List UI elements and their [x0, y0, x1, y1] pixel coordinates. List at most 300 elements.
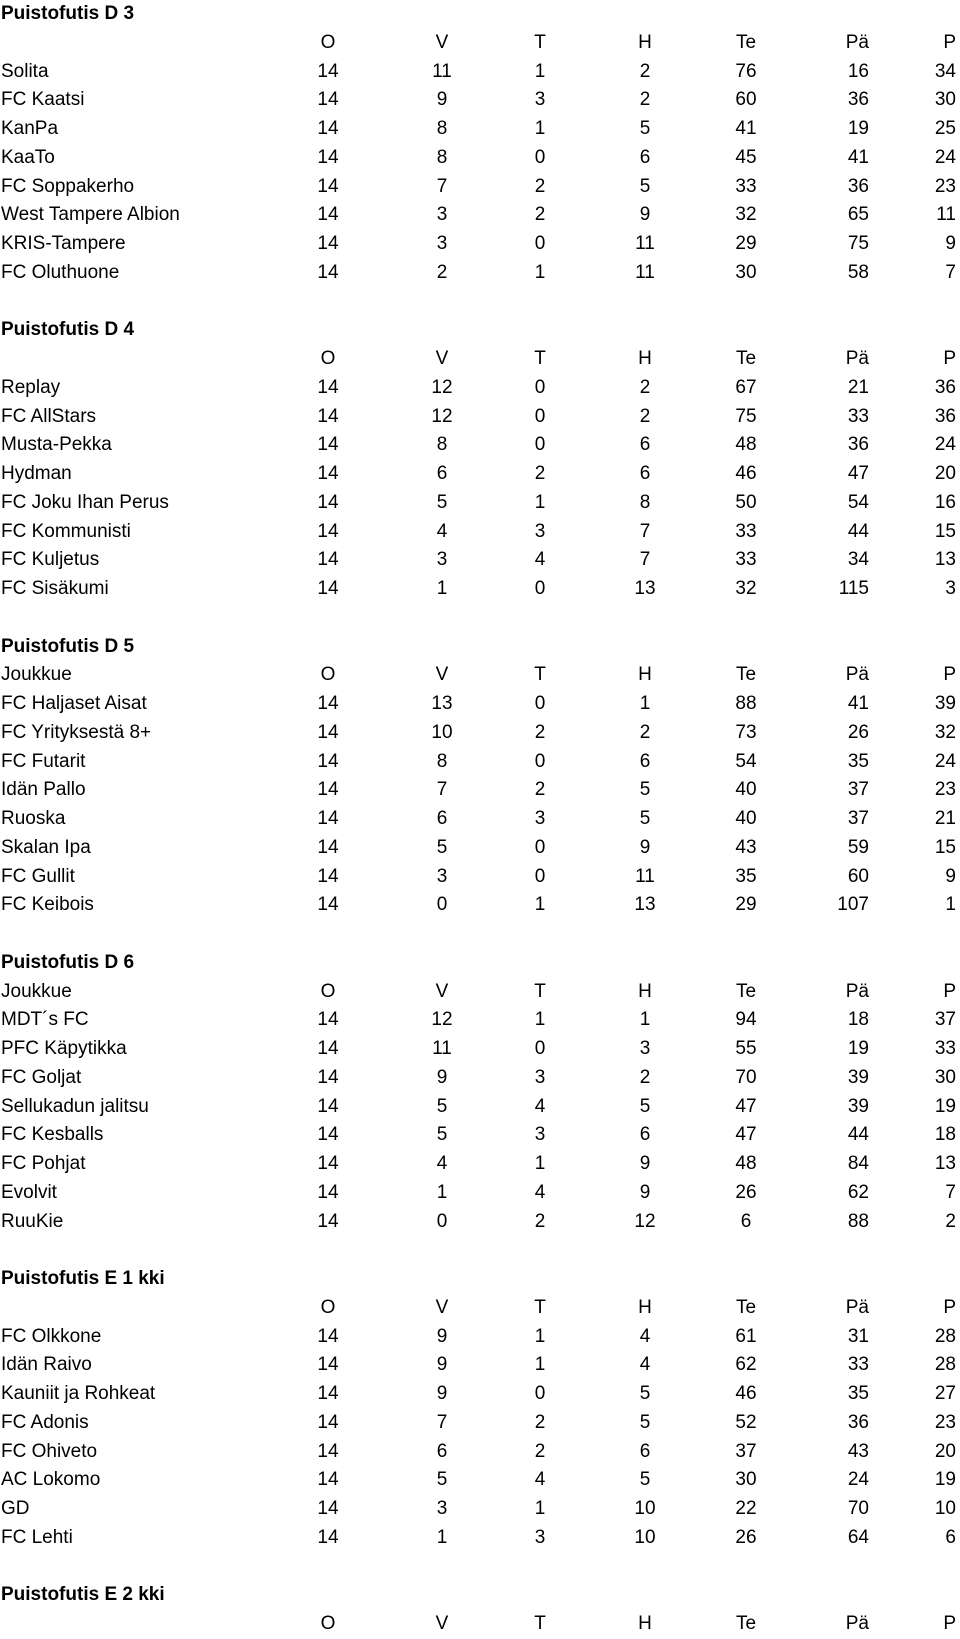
stat-te: 70 [735, 1066, 757, 1088]
stat-pa: 107 [837, 894, 869, 916]
stat-h: 5 [639, 118, 651, 139]
stat-h: 5 [639, 1383, 651, 1404]
stat-t: 3 [534, 89, 546, 111]
stat-t: 3 [534, 1124, 546, 1146]
stat-te: 88 [735, 693, 757, 714]
table-row [0, 1121, 960, 1150]
stat-te: 62 [735, 1354, 757, 1376]
stat-o: 14 [317, 376, 339, 398]
stat-p: 37 [934, 1009, 956, 1031]
stat-v: 3 [436, 549, 448, 571]
stat-pa: 36 [847, 175, 869, 197]
column-header-o: O [320, 348, 336, 369]
table-row [0, 690, 960, 719]
column-header-t: T [534, 664, 546, 686]
stat-v: 5 [436, 1469, 448, 1491]
league-table [0, 316, 960, 632]
stat-o: 14 [317, 549, 339, 571]
column-header-row [0, 978, 960, 1007]
stat-pa: 75 [847, 233, 869, 254]
league-title: Puistofutis D 6 [1, 951, 135, 973]
stat-p: 28 [934, 1325, 956, 1347]
stat-te: 50 [735, 491, 757, 513]
stat-te: 33 [735, 549, 757, 571]
column-header-h: H [638, 980, 652, 1002]
stat-p: 13 [934, 549, 956, 571]
stat-t: 2 [534, 1411, 546, 1433]
team-name: Ruoska [1, 808, 66, 829]
stat-o: 14 [317, 1009, 339, 1031]
team-name: Evolvit [1, 1181, 57, 1203]
column-header-te: Te [735, 980, 757, 1002]
stat-o: 14 [317, 434, 339, 456]
stat-te: 33 [735, 175, 757, 197]
stat-t: 2 [534, 175, 546, 197]
column-header-o: O [320, 664, 336, 686]
stat-pa: 60 [847, 865, 869, 887]
stat-t: 0 [534, 865, 546, 887]
stat-t: 1 [534, 894, 546, 916]
stat-t: 0 [534, 836, 546, 858]
table-row [0, 748, 960, 777]
stat-pa: 35 [847, 750, 869, 772]
table-row [0, 1495, 960, 1524]
table-row [0, 891, 960, 920]
column-header-pa: Pä [845, 664, 869, 686]
team-name: KaaTo [1, 146, 55, 168]
team-name: FC Pohjat [1, 1153, 86, 1174]
stat-pa: 33 [847, 1354, 869, 1376]
column-header-h: H [638, 348, 652, 369]
column-header-t: T [534, 1296, 546, 1318]
table-row [0, 431, 960, 460]
stat-h: 11 [635, 865, 655, 887]
stat-p: 13 [934, 1153, 956, 1174]
team-name: Solita [1, 60, 49, 82]
stat-p: 19 [934, 1469, 956, 1491]
stat-p: 1 [945, 894, 956, 916]
table-row [0, 1179, 960, 1208]
stat-pa: 16 [847, 60, 869, 82]
team-name: FC Soppakerho [1, 175, 135, 197]
stat-h: 2 [639, 376, 651, 398]
stat-te: 48 [735, 434, 757, 456]
stat-te: 94 [735, 1009, 757, 1031]
stat-v: 4 [436, 520, 448, 542]
stat-t: 4 [534, 1469, 546, 1491]
league-table [0, 1265, 960, 1581]
stat-p: 15 [934, 836, 956, 858]
column-header-pa: Pä [845, 1296, 869, 1318]
stat-v: 5 [436, 1095, 448, 1117]
stat-o: 14 [317, 865, 339, 887]
stat-p: 18 [934, 1124, 956, 1146]
stat-p: 9 [945, 865, 956, 887]
table-row [0, 1409, 960, 1438]
stat-o: 14 [317, 1181, 339, 1203]
stat-h: 10 [634, 1498, 656, 1519]
stat-pa: 39 [847, 1066, 869, 1088]
column-header-t: T [534, 348, 546, 369]
stat-p: 20 [934, 463, 956, 484]
column-header-p: P [943, 1296, 956, 1318]
league-title: Puistofutis E 2 kki [1, 1584, 165, 1606]
stat-p: 23 [934, 175, 956, 197]
stat-pa: 43 [847, 1440, 869, 1462]
table-row [0, 1524, 960, 1553]
stat-v: 4 [436, 1153, 448, 1174]
stat-t: 4 [534, 549, 546, 571]
column-header-te: Te [735, 664, 757, 686]
stat-pa: 59 [847, 836, 869, 858]
stat-p: 19 [934, 1095, 956, 1117]
team-name: FC Yrityksestä 8+ [1, 721, 152, 743]
stat-te: 6 [740, 1210, 752, 1232]
stat-t: 3 [534, 808, 546, 829]
table-row [0, 1064, 960, 1093]
column-header-p: P [943, 1613, 956, 1634]
column-header-v: V [435, 348, 449, 369]
column-header-h: H [638, 664, 652, 686]
stat-o: 14 [317, 60, 339, 82]
stat-te: 46 [735, 1383, 757, 1404]
stat-o: 14 [317, 233, 339, 254]
team-name: Idän Raivo [1, 1354, 92, 1376]
stat-te: 29 [735, 894, 757, 916]
stat-t: 0 [534, 405, 546, 427]
column-header-row [0, 345, 960, 374]
stat-te: 48 [735, 1153, 757, 1174]
stat-v: 8 [436, 146, 448, 168]
stat-o: 14 [317, 1325, 339, 1347]
column-header-p: P [943, 348, 956, 369]
table-row [0, 58, 960, 87]
column-header-v: V [435, 980, 449, 1002]
stat-p: 2 [945, 1210, 956, 1232]
column-header-o: O [320, 1613, 336, 1634]
column-header-o: O [320, 1296, 336, 1318]
column-header-row [0, 1610, 960, 1639]
stat-te: 61 [735, 1325, 757, 1347]
column-header-pa: Pä [845, 980, 869, 1002]
stat-o: 14 [317, 1526, 339, 1548]
stat-pa: 31 [847, 1325, 869, 1347]
stat-pa: 84 [847, 1153, 869, 1174]
team-name: KRIS-Tampere [1, 233, 126, 254]
stat-p: 36 [934, 376, 956, 398]
column-header-te: Te [735, 1613, 757, 1634]
stat-pa: 70 [847, 1498, 869, 1519]
stat-te: 26 [735, 1526, 757, 1548]
stat-pa: 47 [847, 463, 869, 484]
team-column-header: Joukkue [1, 980, 72, 1002]
team-name: PFC Käpytikka [1, 1038, 127, 1059]
stat-o: 14 [317, 1440, 339, 1462]
stat-h: 9 [639, 836, 651, 858]
stat-t: 1 [534, 1153, 546, 1174]
stat-p: 9 [945, 233, 956, 254]
stat-te: 76 [735, 60, 757, 82]
stat-p: 30 [934, 89, 956, 111]
team-name: Idän Pallo [1, 779, 86, 801]
league-title: Puistofutis E 1 kki [1, 1268, 165, 1289]
stat-v: 3 [436, 233, 448, 254]
team-name: Musta-Pekka [1, 434, 112, 456]
table-row [0, 489, 960, 518]
stat-t: 3 [534, 1526, 546, 1548]
team-name: GD [1, 1498, 30, 1519]
table-row [0, 834, 960, 863]
section-spacer [0, 1553, 960, 1582]
team-name: Skalan Ipa [1, 836, 91, 858]
stat-h: 4 [639, 1354, 651, 1376]
stat-t: 1 [534, 1498, 546, 1519]
stat-pa: 44 [847, 1124, 869, 1146]
stat-p: 33 [934, 1038, 956, 1059]
stat-o: 14 [317, 1411, 339, 1433]
stat-te: 26 [735, 1181, 757, 1203]
table-row [0, 1323, 960, 1352]
league-table [0, 949, 960, 1265]
table-row [0, 403, 960, 432]
stat-p: 30 [934, 1066, 956, 1088]
stat-te: 30 [735, 1469, 757, 1491]
stat-te: 30 [735, 261, 757, 283]
column-header-v: V [435, 1613, 449, 1634]
stat-h: 9 [639, 1153, 651, 1174]
column-header-t: T [534, 1613, 546, 1634]
table-row [0, 575, 960, 604]
stat-t: 1 [534, 1325, 546, 1347]
stat-o: 14 [317, 1038, 339, 1059]
stat-h: 5 [639, 1469, 651, 1491]
stat-o: 14 [317, 1153, 339, 1174]
table-row [0, 1093, 960, 1122]
stat-v: 0 [436, 1210, 448, 1232]
stat-t: 2 [534, 1440, 546, 1462]
stat-v: 5 [436, 1124, 448, 1146]
stat-t: 0 [534, 1038, 546, 1059]
stat-o: 14 [317, 1469, 339, 1491]
table-row [0, 115, 960, 144]
stat-p: 23 [934, 1411, 956, 1433]
stat-t: 0 [534, 233, 546, 254]
stat-h: 10 [634, 1526, 656, 1548]
stat-o: 14 [317, 1066, 339, 1088]
stat-p: 21 [934, 808, 956, 829]
stat-h: 5 [639, 1095, 651, 1117]
column-header-o: O [320, 31, 336, 53]
stat-o: 14 [317, 118, 339, 139]
stat-o: 14 [317, 1095, 339, 1117]
league-table [0, 1581, 960, 1639]
stat-t: 0 [534, 578, 546, 599]
stat-te: 75 [735, 405, 757, 427]
stat-o: 14 [317, 894, 339, 916]
stat-p: 23 [934, 779, 956, 801]
stat-v: 1 [436, 578, 448, 599]
stat-te: 40 [735, 808, 757, 829]
column-header-row [0, 29, 960, 58]
team-name: FC Kuljetus [1, 549, 100, 571]
stat-p: 27 [934, 1383, 956, 1404]
stat-t: 0 [534, 434, 546, 456]
stat-v: 3 [436, 204, 448, 226]
stat-v: 9 [436, 1325, 448, 1347]
stat-p: 25 [934, 118, 956, 139]
stat-v: 8 [436, 118, 448, 139]
stat-pa: 18 [847, 1009, 869, 1031]
stat-te: 40 [735, 779, 757, 801]
stat-h: 6 [639, 750, 651, 772]
stat-t: 0 [534, 146, 546, 168]
stat-v: 12 [431, 1009, 453, 1031]
stat-h: 9 [639, 204, 651, 226]
stat-te: 41 [735, 118, 757, 139]
stat-t: 0 [534, 1383, 546, 1404]
stat-pa: 62 [847, 1181, 869, 1203]
section-spacer [0, 288, 960, 317]
team-name: FC Joku Ihan Perus [1, 491, 169, 513]
stat-te: 73 [735, 721, 757, 743]
stat-pa: 36 [847, 1411, 869, 1433]
stat-h: 2 [639, 1066, 651, 1088]
stat-v: 3 [436, 865, 448, 887]
table-row [0, 86, 960, 115]
stat-t: 0 [534, 376, 546, 398]
stat-p: 39 [934, 693, 956, 714]
stat-p: 3 [945, 578, 956, 599]
stat-o: 14 [317, 1383, 339, 1404]
team-name: FC Futarit [1, 750, 86, 772]
stat-te: 46 [735, 463, 757, 484]
stat-t: 2 [534, 721, 546, 743]
league-table [0, 0, 960, 316]
column-header-te: Te [735, 348, 757, 369]
stat-pa: 65 [847, 204, 869, 226]
column-header-t: T [534, 31, 546, 53]
stat-pa: 115 [838, 578, 869, 599]
stat-h: 2 [639, 89, 651, 111]
team-name: Kauniit ja Rohkeat [1, 1383, 156, 1404]
column-header-h: H [638, 31, 652, 53]
team-name: MDT´s FC [1, 1009, 89, 1031]
stat-v: 5 [436, 836, 448, 858]
team-name: FC Adonis [1, 1411, 89, 1433]
table-row [0, 144, 960, 173]
section-spacer [0, 920, 960, 949]
stat-p: 36 [934, 405, 956, 427]
stat-h: 6 [639, 434, 651, 456]
stat-o: 14 [317, 779, 339, 801]
table-row [0, 1006, 960, 1035]
table-row [0, 1466, 960, 1495]
stat-v: 0 [436, 894, 448, 916]
stat-h: 6 [639, 1124, 651, 1146]
stat-h: 2 [639, 60, 651, 82]
stat-p: 6 [945, 1526, 956, 1548]
stat-o: 14 [317, 693, 339, 714]
stat-pa: 58 [847, 261, 869, 283]
team-name: FC Goljat [1, 1066, 82, 1088]
stat-h: 7 [639, 520, 651, 542]
section-spacer [0, 1236, 960, 1265]
table-row [0, 374, 960, 403]
stat-v: 9 [436, 89, 448, 111]
stat-h: 13 [634, 894, 656, 916]
stat-o: 14 [317, 146, 339, 168]
stat-h: 5 [639, 1411, 651, 1433]
league-title: Puistofutis D 5 [1, 635, 135, 657]
team-name: FC Haljaset Aisat [1, 693, 147, 714]
column-header-v: V [435, 664, 449, 686]
stat-t: 1 [534, 491, 546, 513]
stat-t: 3 [534, 1066, 546, 1088]
stat-o: 14 [317, 405, 339, 427]
team-name: Hydman [1, 463, 72, 484]
column-header-pa: Pä [845, 31, 869, 53]
stat-t: 2 [534, 204, 546, 226]
stat-p: 20 [934, 1440, 956, 1462]
team-name: FC Sisäkumi [1, 578, 109, 599]
team-column-header: Joukkue [1, 664, 72, 686]
table-row [0, 546, 960, 575]
stat-p: 7 [945, 261, 956, 283]
stat-te: 22 [735, 1498, 757, 1519]
stat-pa: 64 [847, 1526, 869, 1548]
stat-t: 4 [534, 1181, 546, 1203]
table-row [0, 1150, 960, 1179]
stat-te: 47 [735, 1095, 757, 1117]
stat-v: 5 [436, 491, 448, 513]
table-row [0, 230, 960, 259]
stat-te: 52 [735, 1411, 757, 1433]
stat-te: 32 [735, 578, 757, 599]
stat-v: 6 [436, 1440, 448, 1462]
stat-o: 14 [317, 808, 339, 829]
stat-t: 1 [534, 1009, 546, 1031]
column-header-v: V [435, 1296, 449, 1318]
stat-h: 5 [639, 175, 651, 197]
stat-o: 14 [317, 1124, 339, 1146]
stat-v: 11 [432, 60, 452, 82]
team-name: FC Oluthuone [1, 261, 120, 283]
stat-pa: 41 [847, 693, 869, 714]
stat-te: 45 [735, 146, 757, 168]
column-header-h: H [638, 1613, 652, 1634]
stat-h: 6 [639, 1440, 651, 1462]
stat-v: 13 [431, 693, 453, 714]
stat-te: 60 [735, 89, 757, 111]
stat-h: 11 [635, 233, 655, 254]
team-name: FC Kommunisti [1, 520, 131, 542]
stat-p: 7 [945, 1181, 956, 1203]
stat-o: 14 [317, 491, 339, 513]
team-name: FC Olkkone [1, 1325, 102, 1347]
stat-p: 11 [936, 204, 956, 226]
stat-v: 6 [436, 808, 448, 829]
column-header-p: P [943, 980, 956, 1002]
stat-v: 1 [436, 1526, 448, 1548]
column-header-v: V [435, 31, 449, 53]
stat-v: 11 [432, 1038, 452, 1059]
stat-o: 14 [317, 1210, 339, 1232]
stat-p: 15 [934, 520, 956, 542]
stat-pa: 21 [847, 376, 869, 398]
stat-v: 1 [436, 1181, 448, 1203]
stat-v: 6 [436, 463, 448, 484]
stat-te: 54 [735, 750, 757, 772]
